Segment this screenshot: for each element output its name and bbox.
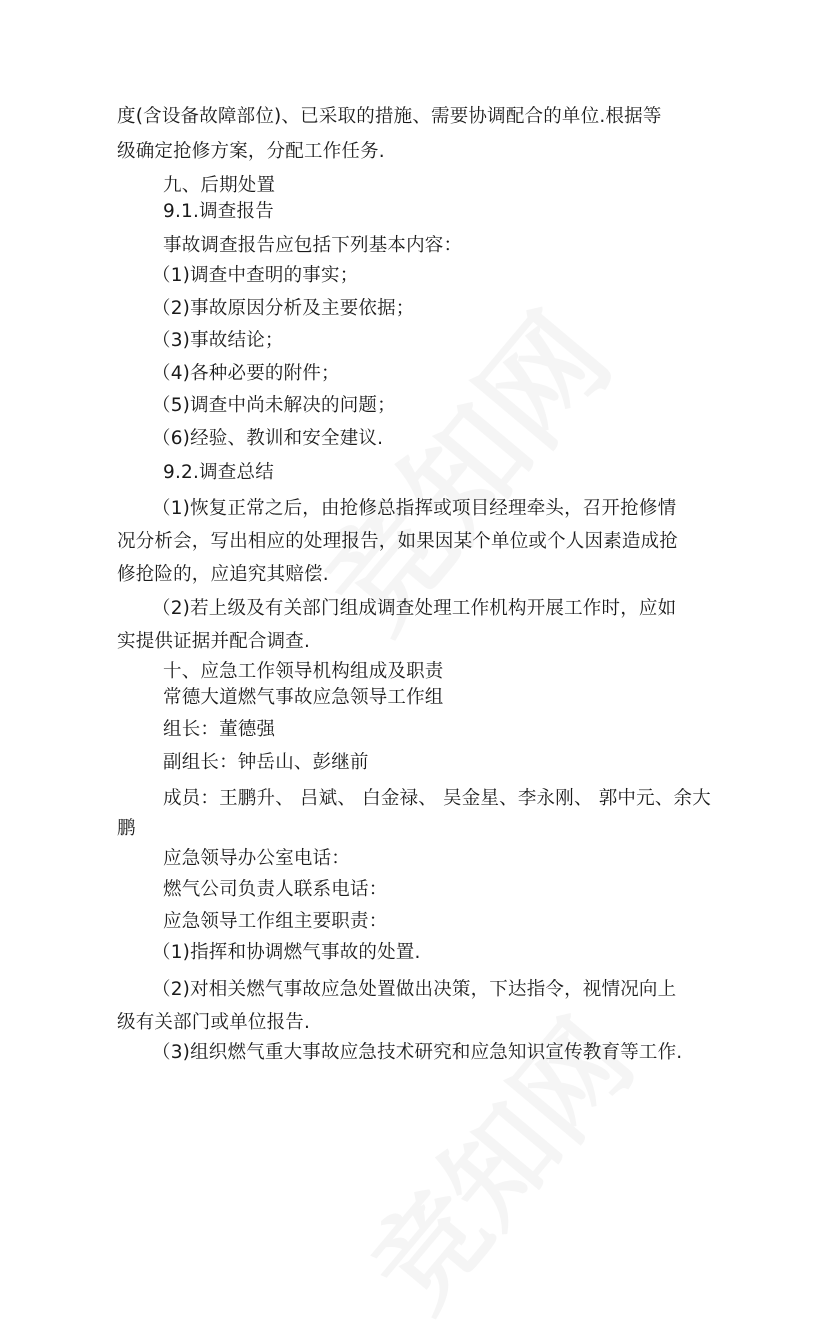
subsection-heading: 9.1.调查报告 [163,201,274,222]
list-item: （4)各种必要的附件； [152,363,340,384]
list-item: （3)事故结论； [152,330,284,351]
list-item: （1)调查中查明的事实； [152,265,359,286]
text-line: 组长：董德强 [163,719,276,740]
list-item: （6)经验、教训和安全建议. [152,428,384,449]
section-heading: 九、后期处置 [163,175,276,196]
text-line: 实提供证据并配合调查. [117,631,311,652]
text-line: 级有关部门或单位报告. [117,1012,311,1033]
text-line: （3)组织燃气重大事故应急技术研究和应急知识宣传教育等工作. [152,1042,683,1063]
text-line: （1)恢复正常之后，由抢修总指挥或项目经理牵头，召开抢修情 [152,498,677,519]
section-heading: 十、应急工作领导机构组成及职责 [163,661,444,682]
text-line: 级确定抢修方案，分配工作任务. [117,141,385,162]
text-line: 况分析会，写出相应的处理报告，如果因某个单位或个人因素造成抢 [117,531,679,552]
text-line: 事故调查报告应包括下列基本内容： [163,235,463,256]
text-line: 燃气公司负责人联系电话： [163,879,388,900]
text-line: 常德大道燃气事故应急领导工作组 [163,687,444,708]
text-line: （2)对相关燃气事故应急处置做出决策，下达指令，视情况向上 [152,979,677,1000]
list-item: （1)指挥和协调燃气事故的处置. [152,942,421,963]
watermark-bottom [328,982,661,1336]
text-line: 度(含设备故障部位)、已采取的措施、需要协调配合的单位.根据等 [117,106,662,127]
text-line: 鹏 [117,818,136,839]
text-line: 修抢险的，应追究其赔偿. [117,564,329,585]
text-line: 应急领导办公室电话： [163,848,351,869]
text-line: 副组长：钟岳山、彭继前 [163,752,369,773]
list-item: （5)调查中尚未解决的问题； [152,395,396,416]
text-line: 成员：王鹏升、 吕斌、 白金禄、 吴金星、李永刚、 郭中元、余大 [163,788,711,809]
subsection-heading: 9.2.调查总结 [163,462,274,483]
list-item: （2)事故原因分析及主要依据； [152,298,415,319]
text-line: （2)若上级及有关部门组成调查处理工作机构开展工作时，应如 [152,598,677,619]
text-line: 应急领导工作组主要职责： [163,911,388,932]
